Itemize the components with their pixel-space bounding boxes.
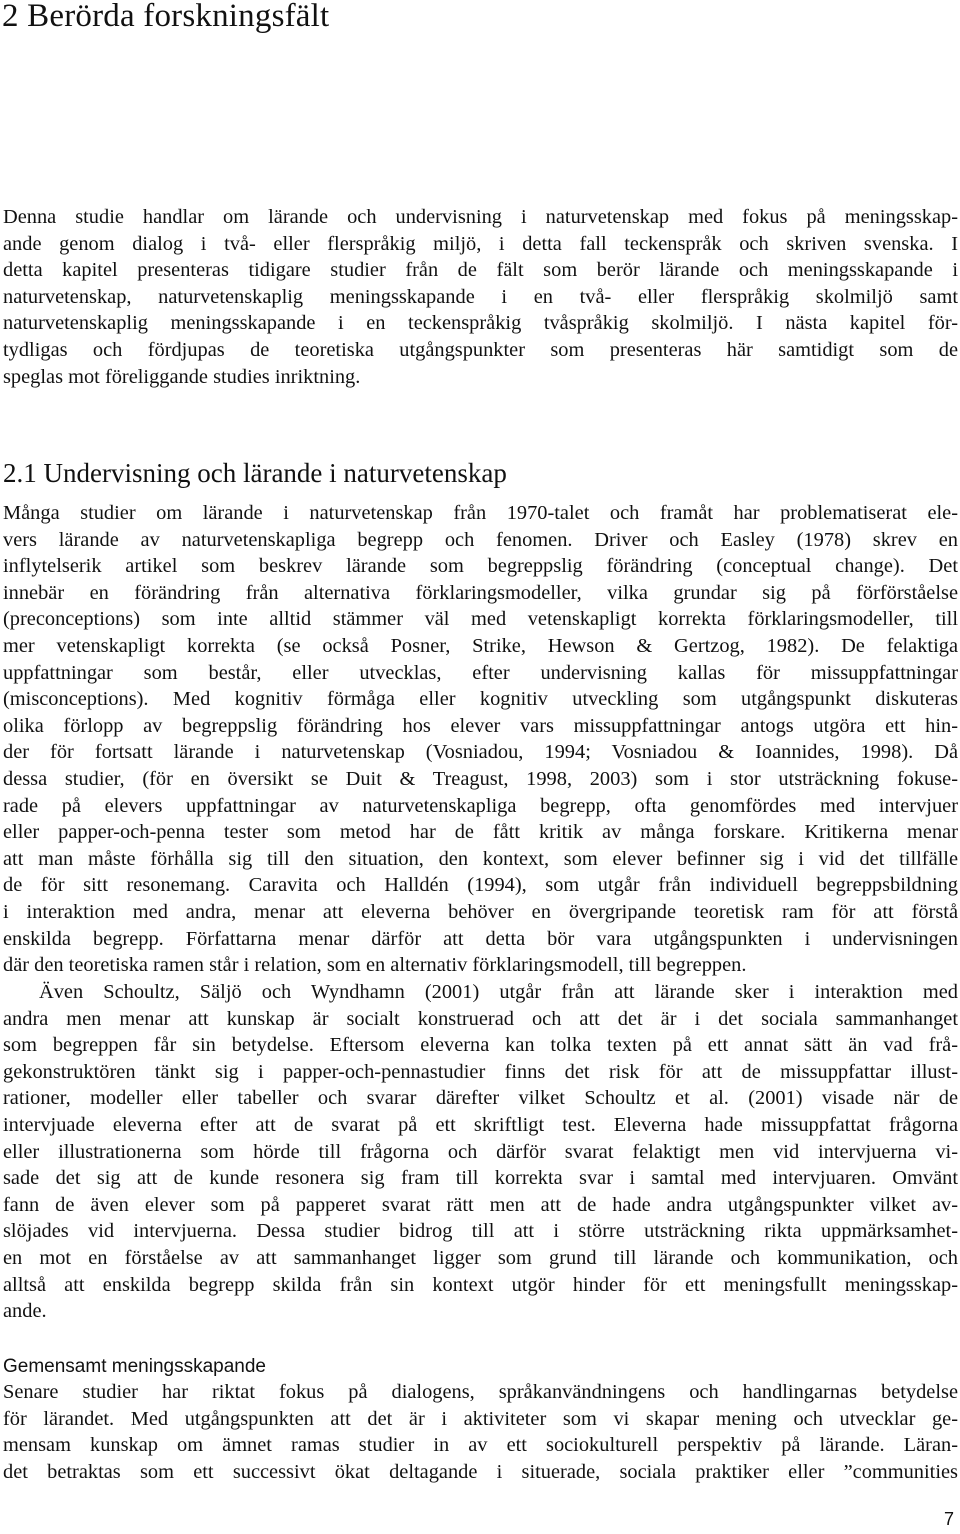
text-line: speglas mot föreliggande studies inriktning. (3, 365, 361, 388)
text-line: tydligas och fördjupas de teoretiska utgångspunkter som presenteras här samtidigt som de (3, 338, 958, 361)
text-line: alltså att enskilda begrepp skilda från sin kontext utgör hinder för ett meningsfullt meningsskap- (3, 1273, 958, 1296)
text-line: detta kapitel presenteras tidigare studier från de fält som berör lärande och meningsskapande i (3, 259, 958, 282)
text-line: ande. (3, 1300, 47, 1323)
text-line: Även Schoultz, Säljö och Wyndhamn (2001) utgår från att lärande sker i interaktion med (39, 981, 958, 1003)
section-paragraph-2 (3, 979, 958, 1325)
text-line: dessa studier, (för en översikt se Duit & Treagust, 1998, 2003) som i stor utsträckning fokuse- (3, 767, 958, 790)
text-line: intervjuade eleverna efter att de svarat på ett skriftligt test. Eleverna hade missuppfattat frågorna (3, 1113, 958, 1136)
text-line: mensam kunskap om ämnet ramas studier in av ett sociokulturell perspektiv på lärande. Läran- (3, 1434, 958, 1457)
text-line: Många studier om lärande i naturvetenskap från 1970-talet och framåt har problematiserat ele- (3, 502, 958, 524)
text-line: det betraktas som ett successivt ökat deltagande i situerade, sociala praktiker eller ”communities (3, 1460, 958, 1483)
text-line: innebär en förändring från alternativa förklaringsmodeller, vilka grundar sig på förförståelse (3, 581, 958, 604)
text-line: en mot en förståelse av att sammanhanget ligger som grund till lärande och kommunikation, och (3, 1246, 958, 1269)
section-paragraph-1 (3, 500, 958, 979)
text-line: rade på elevers uppfattningar av naturvetenskapliga begrepp, ofta genomfördes med intervjuer (3, 794, 958, 817)
text-line: der för fortsatt lärande i naturvetenskap (Vosniadou, 1994; Vosniadou & Ioannides, 1998). Då (3, 741, 958, 764)
text-line: gekonstruktören tänkt sig i papper-och-pennastudier finns det risk för att de missuppfattar illust- (3, 1060, 958, 1083)
text-line: (misconceptions). Med kognitiv förmåga eller kognitiv utveckling som utgångspunkt diskuteras (3, 688, 958, 711)
text-line: andra men menar att kunskap är socialt konstruerad och att det är i det sociala sammanhanget (3, 1007, 958, 1030)
text-line: eller illustrationerna som hörde till frågorna och därför svarat felaktigt men vid intervjuerna vi- (3, 1140, 958, 1163)
text-line: för lärandet. Med utgångspunkten att det är i aktiviteter som vi skapar mening och utvecklar ge- (3, 1407, 958, 1430)
chapter-title: 2 Berörda forskningsfält (2, 0, 330, 34)
text-line: rationer, modeller eller tabeller och svarar därefter vilket Schoultz et al. (2001) visade när de (3, 1087, 958, 1110)
subsection-heading: Gemensamt meningsskapande (3, 1356, 266, 1377)
text-line: där den teoretiska ramen står i relation, som en alternativ förklaringsmodell, till begreppen. (3, 954, 747, 977)
text-line: Denna studie handlar om lärande och undervisning i naturvetenskap med fokus på meningsskap- (3, 206, 958, 228)
section-heading: 2.1 Undervisning och lärande i naturvetenskap (3, 458, 507, 488)
text-line: mer vetenskapligt korrekta (se också Posner, Strike, Hewson & Gertzog, 1982). De felaktiga (3, 634, 958, 657)
text-line: inflytelserik artikel som beskrev lärande som begreppslig förändring (conceptual change). Det (3, 555, 958, 578)
text-line: att man måste förhålla sig till den situation, den kontext, som elever befinner sig i vid det tillfälle (3, 847, 958, 870)
text-line: (preconceptions) som inte alltid stämmer väl med vetenskapligt korrekta förklaringsmodeller, till (3, 608, 958, 631)
text-line: naturvetenskaplig meningsskapande i en teckenspråkig tvåspråkig skolmiljö. I nästa kapitel för- (3, 312, 958, 335)
text-line: som begreppen får sin betydelse. Eftersom eleverna kan tolka texten på ett annat sätt än vad frå- (3, 1034, 958, 1057)
intro-paragraph (3, 204, 958, 390)
text-line: Senare studier har riktat fokus på dialogens, språkanvändningens och handlingarnas betydelse (3, 1381, 958, 1403)
text-line: de för sitt resonemang. Caravita och Halldén (1994), som utgår från individuell begreppsbildning (3, 874, 958, 897)
text-line: sade det sig att de kunde resonera sig fram till korrekta svar i samtal med intervjuaren. Omvänt (3, 1167, 958, 1190)
text-line: slöjades vid intervjuerna. Dessa studier bidrog till att i större utsträckning rikta uppmärksamhet- (3, 1220, 958, 1243)
text-line: fann de även elever som på papperet svarat rätt men att de hade andra utgångspunkter vilket av- (3, 1193, 958, 1216)
text-line: i interaktion med andra, menar att eleverna behöver en övergripande teoretisk ram för att förstå (3, 900, 958, 923)
text-line: vers lärande av naturvetenskapliga begrepp och fenomen. Driver och Easley (1978) skrev en (3, 528, 958, 551)
text-line: eller papper-och-penna tester som metod har de fått kritik av många forskare. Kritikerna menar (3, 821, 958, 844)
subsection-paragraph (3, 1379, 958, 1485)
text-line: naturvetenskap, naturvetenskaplig meningsskapande i en två- eller flerspråkig skolmiljö samt (3, 285, 958, 308)
text-line: uppfattningar som består, eller utvecklas, efter undervisning kallas för missuppfattningar (3, 661, 958, 684)
text-line: olika förlopp av begreppslig förändring hos elever vars missuppfattningar antogs utgöra ett hin- (3, 714, 958, 737)
text-line: enskilda begrepp. Författarna menar därför att detta bör vara utgångspunkten i undervisningen (3, 927, 958, 950)
text-line: ande genom dialog i två- eller flerspråkig miljö, i detta fall teckenspråk och skriven svenska. I (3, 232, 958, 255)
page-number: 7 (943, 1509, 954, 1529)
